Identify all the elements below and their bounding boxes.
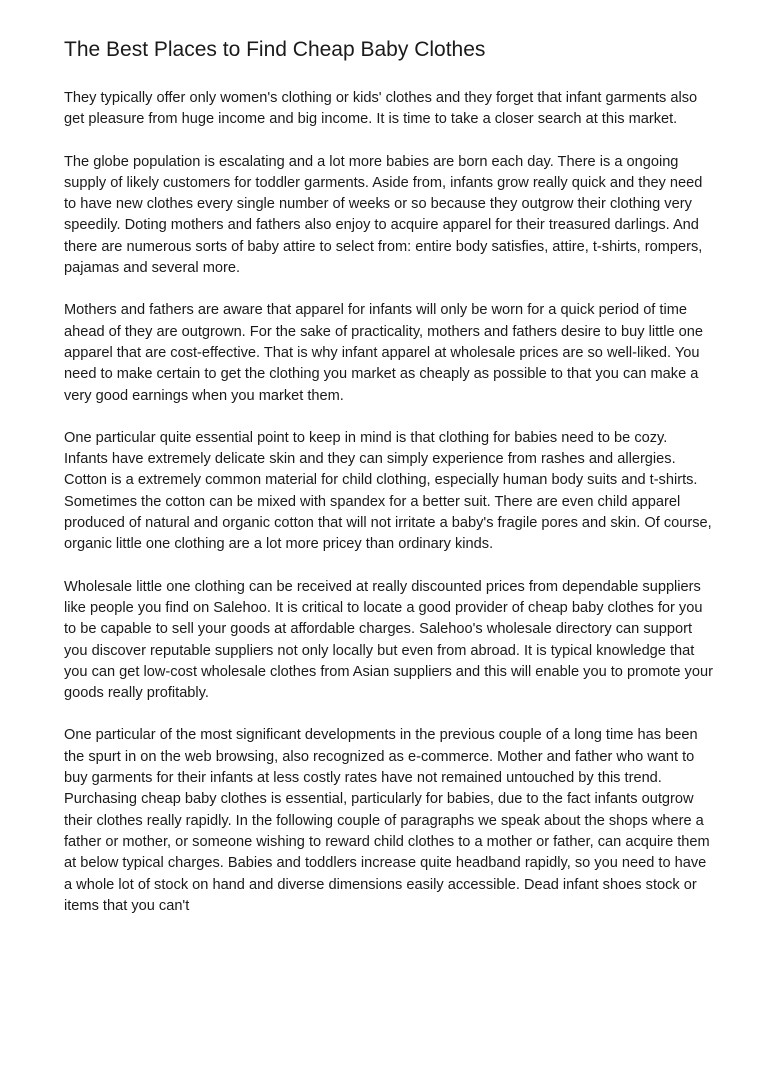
paragraph-3: Mothers and fathers are aware that apparel for infants will only be worn for a quick period of time ahead of they are outgrown. For the sake of practicality, mothers and fathers desire to buy little one apparel that are cost-effective. That is why infant apparel at wholesale prices are so well-liked. You need to make certain to get the clothing you market as cheaply as possible to that you can make a very good earnings when you market them. — [64, 302, 703, 404]
paragraph-6: One particular of the most significant developments in the previous couple of a long time has been the spurt in on the web browsing, also recognized as e-commerce. Mother and father who want to buy garments for their infants at less costly rates have not remained untouched by this trend. Purchasing cheap baby clothes is essential, particularly for babies, due to the fact infants outgrow their clothes really rapidly. In the following couple of paragraphs we speak about the shops where a father or mother, or someone wishing to reward child clothes to a mother or father, can acquire them at below typical charges. Babies and toddlers increase quite headband rapidly, so you need to have a whole lot of stock on hand and diverse dimensions easily accessible. Dead infant shoes stock or items that you can't — [64, 727, 710, 914]
paragraph-2: The globe population is escalating and a lot more babies are born each day. There is a ongoing supply of likely customers for toddler garments. Aside from, infants grow really quick and they need to have new clothes every single number of weeks or so because they outgrow their clothing very speedily. Doting mothers and fathers also enjoy to acquire apparel for their treasured darlings. And there are numerous sorts of baby attire to select from: entire body satisfies, attire, t-shirts, rompers, pajamas and several more. — [64, 153, 703, 277]
paragraph-1: They typically offer only women's clothing or kids' clothes and they forget that infant garments also get pleasure from huge income and big income. It is time to take a closer search at this market. — [64, 90, 698, 128]
document-title: The Best Places to Find Cheap Baby Clothes — [64, 38, 486, 61]
paragraph-4: One particular quite essential point to keep in mind is that clothing for babies need to be cozy. Infants have extremely delicate skin and they can simply experience from rashes and allergies. Cotton is a extremely common material for child clothing, especially human body suits and t-shirts. Sometimes the cotton can be mixed with spandex for a better suit. There are even child apparel produced of natural and organic cotton that will not irritate a baby's fragile pores and skin. Of course, organic little one clothing are a lot more pricey than ordinary kinds. — [64, 429, 712, 553]
paragraph-5: Wholesale little one clothing can be received at really discounted prices from dependable suppliers like people you find on Salehoo. It is critical to locate a good provider of cheap baby clothes for you to be capable to sell your goods at affordable charges. Salehoo's wholesale directory can support you discover reputable suppliers not only locally but even from abroad. It is typical knowledge that you can get low-cost wholesale clothes from Asian suppliers and this will enable you to promote your goods really profitably. — [64, 578, 713, 702]
document-page — [64, 36, 714, 938]
